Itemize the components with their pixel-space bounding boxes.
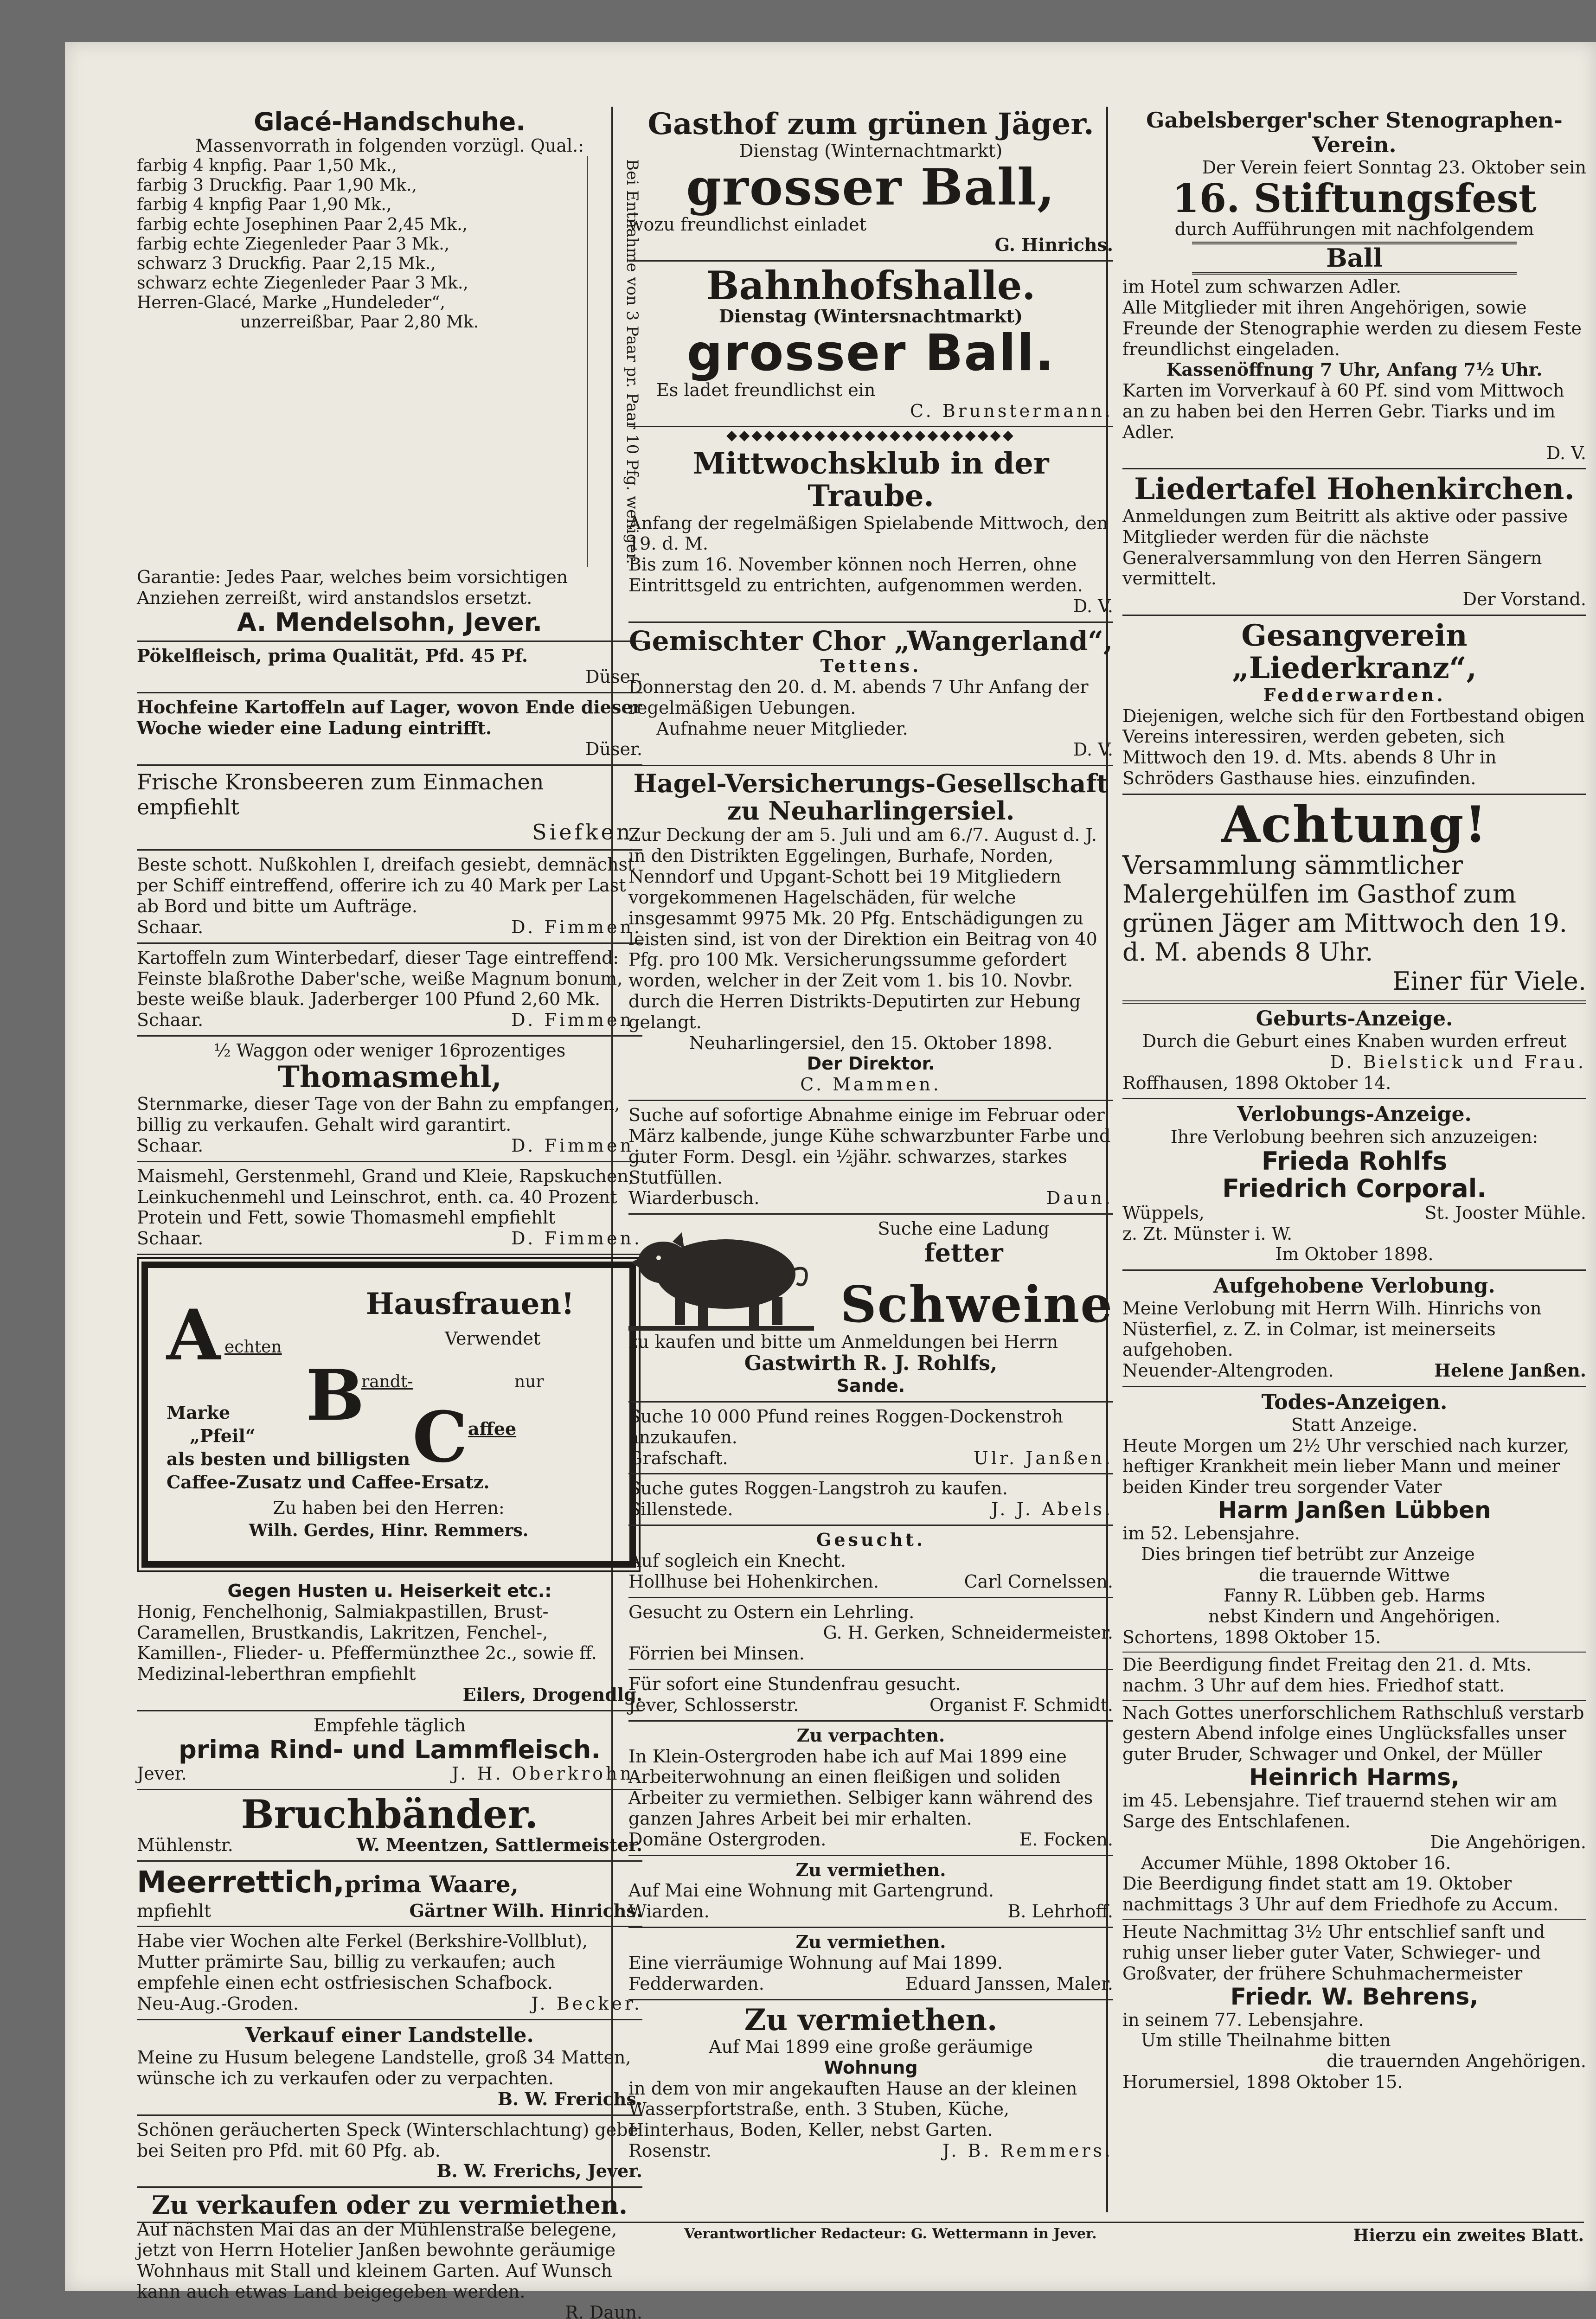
ad-name-1: Frieda Rohlfs [1261, 1146, 1448, 1176]
ad-signature: Ulr. Janßen. [973, 1448, 1113, 1468]
ad-signature: J. H. Oberkrohn. [452, 1763, 642, 1784]
ad-signature: Organist F. Schmidt. [929, 1694, 1113, 1715]
ad-signature: Eduard Janssen, Maler. [905, 1973, 1113, 1994]
ad-title: Glacé-Handschuhe. [254, 107, 526, 136]
price-item: Herren-Glacé, Marke „Hundeleder“, [137, 293, 445, 312]
ad-date: Accumer Mühle, 1898 Oktober 16. [1141, 1852, 1451, 1873]
ad-date: Horumersiel, 1898 Oktober 15. [1122, 2072, 1403, 2093]
second-sheet-note: Hierzu ein zweites Blatt. [1353, 2226, 1584, 2245]
ad-text: Anmeldungen zum Beitritt als aktive oder passive Mitglieder werden für die nächste Generalversammlung von den Herren Sängern vermittelt. [1122, 506, 1568, 589]
firm-name: A. Mendelsohn, Jever. [237, 608, 543, 637]
ad-title: Gemischter Chor „Wangerland“, [629, 625, 1113, 657]
word-verwendet: Verwendet [445, 1328, 541, 1349]
ad-title: Gesucht. [816, 1529, 926, 1550]
ad-lehrling [628, 1598, 1113, 1670]
deceased-name-2: Heinrich Harms, [1249, 1764, 1460, 1791]
ad-title-2: prima Waare, [344, 1871, 519, 1898]
ad-stundenfrau [628, 1670, 1113, 1722]
ad-title-1: fetter [924, 1238, 1003, 1268]
ad-place: Grafschaft. [628, 1448, 728, 1468]
ad-pre: Ihre Verlobung beehren sich anzuzeigen: [1170, 1127, 1538, 1147]
ad-title: Geburts-Anzeige. [1256, 1007, 1453, 1031]
word-pfeil: „Pfeil“ [190, 1425, 256, 1446]
ad-nusskohlen [137, 851, 642, 943]
ad-text: in dem von mir angekauften Hause an der kleinen Wasserpfortstraße, enth. 3 Stuben, Küche, Hinterhaus, Boden, Keller, nebst Garten. [628, 2078, 1077, 2140]
ad-text: Gesucht zu Ostern ein Lehrling. [628, 1602, 915, 1622]
ad-title: Bahnhofshalle. [706, 263, 1036, 309]
ad-text: Meine zu Husum belegene Landstelle, groß 34 Matten, wünsche ich zu verkaufen oder zu verpachten. [137, 2047, 631, 2089]
ad-kartoffeln-winter [137, 944, 642, 1037]
ad-place: Schaar. [137, 1010, 204, 1031]
ad-text: im 45. Lebensjahre. Tief trauernd stehen wir am Sarge des Entschlafenen. [1122, 1790, 1558, 1832]
ad-gesucht-knecht [628, 1526, 1113, 1598]
price-items [137, 156, 582, 567]
price-item: schwarz 3 Druckfig. Paar 2,15 Mk., [137, 254, 436, 273]
ad-signature: Der Vorstand. [1462, 589, 1586, 610]
ad-title: Zu verkaufen oder zu vermiethen. [152, 2190, 628, 2220]
ad-meerrettich [137, 1862, 642, 1927]
ad-names: D. Bielstick und Frau. [1330, 1051, 1586, 1072]
ad-signature: E. Focken. [1019, 1829, 1113, 1850]
ad-text: Dies bringen tief betrübt zur Anzeige [1141, 1544, 1475, 1564]
ad-title: Aufgehobene Verlobung. [1213, 1274, 1495, 1298]
page-footer [137, 2222, 1584, 2245]
ad-text: Kartoffeln zum Winterbedarf, dieser Tage eintreffend: Feinste blaßrothe Daber'sche, weiße Magnum bonum, beste weiße blauk. Jaderberger 100 Pfund 2,60 Mk. [137, 947, 623, 1010]
ad-signature: B. W. Frerichs. [497, 2088, 642, 2109]
ad-date: Neuharlingersiel, den 15. Oktober 1898. [689, 1032, 1053, 1053]
ad-pre: Der Verein feiert Sonntag 23. Oktober sein [1202, 157, 1586, 178]
ad-text: die trauernden Angehörigen. [1327, 2051, 1586, 2072]
column-left [137, 104, 642, 2319]
column-middle [628, 104, 1113, 2210]
ad-name-2: Friedrich Corporal. [1222, 1174, 1487, 1204]
ad-vermiethen-wohnung [628, 2000, 1113, 2166]
ad-text-2: Aufnahme neuer Mitglieder. [656, 718, 908, 739]
ad-pre: mpfiehlt [137, 1900, 212, 1921]
ad-place-2: St. Jooster Mühle. [1424, 1202, 1586, 1223]
ad-glace-handschuhe [137, 104, 642, 642]
ad-place: Sillenstede. [628, 1499, 733, 1520]
ad-title: Gabelsberger'scher Stenographen-Verein. [1146, 108, 1563, 157]
line-zu-haben: Zu haben bei den Herren: [273, 1498, 505, 1518]
ad-text: nebst Kindern und Angehörigen. [1208, 1606, 1500, 1627]
ad-kartoffeln-lager [137, 693, 642, 765]
word-brandt: randt- [361, 1372, 413, 1391]
ad-sub-2: Wohnung [824, 2057, 918, 2078]
ad-chor-wangerland [628, 623, 1113, 766]
ad-text: Versammlung sämmtlicher Malergehülfen im Gasthof zum grünen Jäger am Mittwoch den 19. d. M. abends 8 Uhr. [1122, 851, 1567, 967]
ad-title: Todes-Anzeigen. [1261, 1390, 1448, 1415]
ad-sub: Dienstag (Wintersnachtmarkt) [718, 306, 1023, 327]
ad-title: Mittwochsklub in der Traube. [692, 446, 1049, 514]
ad-ball: Ball [1192, 242, 1517, 275]
ad-place: Schaar. [137, 1135, 204, 1156]
ad-signature: Daun. [1046, 1188, 1113, 1209]
ad-title: Achtung! [1221, 795, 1487, 854]
ad-title: Gesangverein „Liederkranz“, [1232, 618, 1477, 686]
ad-title: prima Rind- und Lammfleisch. [179, 1735, 601, 1764]
ad-langstroh [628, 1474, 1113, 1526]
ad-text: Auf nächsten Mai das an der Mühlenstraße belegene, jetzt von Herrn Hotelier Janßen bewohnte geräumige Wohnhaus mit Stall und kleinem Garten. Auf Wunsch kann auch etwas Land beigegeben werden. [137, 2219, 617, 2302]
ad-text: Anfang der regelmäßigen Spielabende Mittwoch, den 19. d. M. [628, 512, 1108, 554]
deceased-name-1: Harm Janßen Lübben [1218, 1496, 1491, 1524]
ad-text: Fanny R. Lübben geb. Harms [1224, 1585, 1485, 1606]
ad-signature: D. Fimmen. [511, 916, 642, 937]
ad-signature: Düser. [585, 666, 642, 687]
ad-aufgehobene-verlobung [1122, 1271, 1586, 1387]
ad-hagel-versicherung [628, 766, 1113, 1102]
ad-text: im 52. Lebensjahre. [1122, 1523, 1300, 1544]
ad-title-2: Schweine [840, 1275, 1113, 1334]
price-item: farbig echte Ziegenleder Paar 3 Mk., [137, 234, 450, 254]
ad-sub: Dienstag (Winternachtmarkt) [739, 141, 1003, 161]
ad-sub: Auf Mai 1899 eine große geräumige [709, 2037, 1033, 2057]
ad-text: Suche auf sofortige Abnahme einige im Februar oder März kalbende, junge Kühe schwarzbunter Farbe und guter Form. Desgl. ein ½jähr. schwarzes, starkes Stutfüllen. [628, 1105, 1111, 1188]
ad-place: Domäne Ostergroden. [628, 1829, 827, 1850]
ad-text: Die Beerdigung findet Freitag den 21. d. Mts. nachm. 3 Uhr auf dem hies. Friedhof statt. [1122, 1652, 1586, 1696]
word-caffee: affee [468, 1418, 517, 1439]
ad-title: Gegen Husten u. Heiserkeit etc.: [227, 1581, 552, 1601]
ad-text: Frische Kronsbeeren zum Einmachen empfiehlt [137, 769, 544, 820]
ad-title: Verlobungs-Anzeige. [1237, 1102, 1472, 1127]
ad-signature: Einer für Viele. [1392, 966, 1586, 996]
ad-title: Zu vermiethen. [795, 1931, 946, 1953]
ad-signature: G. H. Gerken, Schneidermeister. [823, 1622, 1113, 1643]
ad-text: Schönen geräucherten Speck (Winterschlachtung) gebe bei Seiten pro Pfd. mit 60 Pfg. ab. [137, 2119, 638, 2161]
ad-signature: B. Lehrhoff. [1007, 1901, 1113, 1922]
editor-line: Verantwortlicher Redacteur: G. Wettermann in Jever. [684, 2226, 1097, 2242]
ad-text: Habe vier Wochen alte Ferkel (Berkshire-Vollblut), Mutter prämirte Sau, billig zu verkaufen; auch empfehle einen echt ostfriesischen Schafbock. [137, 1931, 588, 1993]
ad-title: Thomasmehl, [277, 1059, 502, 1095]
ad-text: In Klein-Ostergroden habe ich auf Mai 1899 eine Arbeiterwohnung an einen fleißigen und soliden Arbeiter zu vermiethen. Selbiger kann während des ganzen Jahres Arbeit bei mir erhalten. [628, 1746, 1093, 1829]
ad-signature: D. V. [1073, 739, 1113, 760]
ad-text: Heute Morgen um 2½ Uhr verschied nach kurzer, heftiger Krankheit mein lieber Mann und meiner beiden Kinder treu sorgender Vater [1122, 1435, 1570, 1498]
ad-sub: durch Aufführungen mit nachfolgendem [1174, 218, 1534, 239]
ad-text: Pökelfleisch, prima Qualität, Pfd. 45 Pf. [137, 645, 528, 666]
ad-text: Auf sogleich ein Knecht. [628, 1550, 846, 1571]
ad-firm: Gastwirth R. J. Rohlfs, [744, 1352, 998, 1376]
ad-text: Diejenigen, welche sich für den Fortbestand obigen Vereins interessiren, werden gebeten, sich Mittwoch den 19. d. Mts. abends 8 Uhr in Schröders Gasthause hies. einzufinden. [1122, 705, 1585, 789]
ad-text: Beste schott. Nußkohlen I, dreifach gesiebt, demnächst per Schiff eintreffend, offerire ich zu 40 Mark per Last ab Bord und bitte um Aufträge. [137, 854, 635, 917]
ad-liedertafel [1122, 469, 1586, 616]
ad-thomasmehl [137, 1037, 642, 1162]
ad-place: Wiarderbusch. [628, 1188, 760, 1209]
ad-text: Nach Gottes unerforschlichem Rathschluß verstarb gestern Abend infolge eines Unglücksfalles unser guter Bruder, Schwager und Onkel, der Müller [1122, 1700, 1586, 1765]
ad-text: Maismehl, Gerstenmehl, Grand und Kleie, Rapskuchen, Leinkuchenmehl und Leinschrot, enth. ca. 40 Prozent Protein und Fett, sowie Thomasmehl empfiehlt [137, 1166, 635, 1228]
ad-text: in seinem 77. Lebensjahre. [1122, 2009, 1364, 2030]
ad-place: Fedderwarden. [628, 1973, 764, 1994]
deceased-name-3: Friedr. W. Behrens, [1230, 1983, 1479, 2010]
ad-place: Neuender-Altengroden. [1122, 1360, 1334, 1381]
ad-fest: 16. Stiftungsfest [1172, 175, 1537, 221]
ad-signature: D. V. [1546, 442, 1586, 463]
ad-title: Zu verpachten. [796, 1724, 945, 1746]
ad-vermiethen-wiarden [628, 1856, 1113, 1928]
ad-place: Jever, Schlosserstr. [628, 1694, 799, 1715]
ad-date: Roffhausen, 1898 Oktober 14. [1122, 1072, 1391, 1093]
ad-pre: ½ Waggon oder weniger 16prozentiges [213, 1040, 566, 1061]
ad-verkaufen-vermiethen [137, 2188, 642, 2319]
ad-stenographen-verein [1122, 104, 1586, 469]
ad-place: Jever. [137, 1763, 187, 1784]
ad-title: Meerrettich, [137, 1865, 345, 1900]
ad-text: Für sofort eine Stundenfrau gesucht. [628, 1674, 961, 1695]
ad-date: Im Oktober 1898. [1275, 1244, 1434, 1265]
ad-zu-verpachten [628, 1722, 1113, 1856]
column-right [1122, 104, 1586, 2210]
guarantee-text: Garantie: Jedes Paar, welches beim vorsichtigen Anziehen zerreißt, wird anstandslos ersetzt. [137, 567, 568, 609]
ad-signature: C. Brunstermann. [910, 400, 1113, 421]
ad-place: Neu-Aug.-Groden. [137, 1993, 299, 2014]
price-item: schwarz echte Ziegenleder Paar 3 Mk., [137, 273, 468, 293]
ad-text: die trauernde Wittwe [1259, 1564, 1450, 1585]
ad-gasthof-jaeger [628, 104, 1113, 262]
ad-invite: Es ladet freundlichst ein [656, 379, 876, 400]
divider-ornament: ◆◆◆◆◆◆◆◆◆◆◆◆◆◆◆◆◆◆◆◆◆◆◆ [726, 427, 1015, 444]
ad-signature: D. Fimmen. [511, 1228, 642, 1249]
ad-abc-caffee [141, 1262, 636, 1568]
ad-signature: W. Meentzen, Sattlermeister. [356, 1834, 642, 1856]
ad-liederkranz [1122, 616, 1586, 795]
side-note: Bei Entnahme von 3 Paar pr. Paar 10 Pfg. weniger. [587, 156, 642, 567]
ad-text: zu kaufen und bitte um Anmeldungen bei Herrn [628, 1331, 1058, 1352]
ad-signature: Düser. [585, 738, 642, 759]
ad-text: Die Beerdigung findet statt am 19. Oktober nachmittags 3 Uhr auf dem Friedhofe zu Accum. [1122, 1873, 1559, 1915]
ad-text: Meine Verlobung mit Herrn Wilh. Hinrichs von Nüsterfiel, z. Z. in Colmar, ist meinerseits aufgehoben. [1122, 1298, 1542, 1360]
ad-fleisch [137, 1711, 642, 1790]
ad-text-2: Alle Mitglieder mit ihren Angehörigen, sowie Freunde der Stenographie werden zu diesem Feste freundlichst eingeladen. [1122, 297, 1582, 359]
ad-title: Liedertafel Hohenkirchen. [1134, 472, 1575, 507]
ad-verlobung [1122, 1099, 1586, 1271]
ad-signature: D. Fimmen. [511, 1010, 642, 1031]
ad-mittwochsklub [628, 444, 1113, 623]
ad-dockenstroh [628, 1403, 1113, 1474]
ad-fette-schweine [628, 1215, 1113, 1403]
ad-husten [137, 1577, 642, 1711]
ad-title: Gasthof zum grünen Jäger. [647, 107, 1094, 141]
ad-speck [137, 2116, 642, 2188]
ad-signature: Helene Janßen. [1434, 1360, 1586, 1381]
line-zusatz: Caffee-Zusatz und Caffee-Ersatz. [167, 1472, 490, 1493]
ad-text: Eine vierräumige Wohnung auf Mai 1899. [628, 1952, 1003, 1973]
ad-text: Suche 10 000 Pfund reines Roggen-Dockenstroh anzukaufen. [628, 1406, 1064, 1448]
ad-title: Verkauf einer Landstelle. [245, 2023, 534, 2047]
big-letter-a: A [167, 1294, 221, 1376]
ad-text: Auf Mai eine Wohnung mit Gartengrund. [628, 1880, 994, 1901]
ad-text: Zur Deckung der am 5. Juli und am 6./7. August d. J. in den Distrikten Eggelingen, Burhafe, Norden, Nenndorf und Upgant-Schott bei 19 Mitgliedern vorgekommenen Hagelschäden, für welche insgesammt 9975 Mk. 20 Pfg. Entschädigungen zu leisten sind, ist von der Direktion ein Beitrag von 40 Pfg. pro 100 Mk. Versicherungssumme gefordert worden, welcher in der Zeit vom 1. bis 10. Novbr. durch die Herren Distrikts-Deputirten zur Hebung gelangt. [628, 825, 1097, 1032]
ad-signature: Eilers, Drogendlg. [462, 1684, 642, 1705]
ad-text: Suche gutes Roggen-Langstroh zu kaufen. [628, 1478, 1008, 1499]
price-item: farbig 4 knpfig Paar 1,90 Mk., [137, 195, 392, 215]
ad-signature: D. Fimmen. [511, 1135, 642, 1156]
pig-illustration [628, 1218, 814, 1334]
ad-signature: J. J. Abels. [991, 1499, 1113, 1520]
ad-bahnhofshalle [628, 262, 1113, 427]
ad-place: Mühlenstr. [137, 1835, 233, 1856]
ad-title: Bruchbänder. [241, 1791, 538, 1838]
ad-place: Fedderwarden. [1263, 684, 1446, 705]
price-item: farbig 3 Druckfig. Paar 1,90 Mk., [137, 176, 417, 195]
ad-title: Zu vermiethen. [744, 2002, 998, 2037]
ad-text: Hochfeine Kartoffeln auf Lager, wovon Ende dieser Woche wieder eine Ladung eintrifft. [137, 697, 642, 738]
ad-ball: grosser Ball. [686, 324, 1055, 383]
ad-text: Um stille Theilnahme bitten [1141, 2030, 1391, 2051]
ad-maismehl [137, 1162, 642, 1255]
ad-signature: Gärtner Wilh. Hinrichs. [409, 1900, 642, 1921]
ad-place: Wiarden. [628, 1901, 710, 1922]
ad-kronsbeeren [137, 766, 642, 851]
ad-pre: Statt Anzeige. [1291, 1414, 1418, 1435]
ad-date: Schortens, 1898 Oktober 15. [1122, 1627, 1381, 1648]
ad-text: Donnerstag den 20. d. M. abends 7 Uhr Anfang der regelmäßigen Uebungen. [628, 677, 1089, 718]
ad-bruchbaender [137, 1790, 642, 1862]
word-marke: Marke [167, 1402, 231, 1423]
ad-place-1: Wüppels, [1122, 1202, 1205, 1223]
ad-pre: Empfehle täglich [313, 1715, 466, 1736]
ad-signature: C. Mammen. [800, 1074, 942, 1095]
ad-title: Hagel-Versicherungs-Gesellschaft zu Neuharlingersiel. [633, 768, 1109, 826]
ad-signature: G. Hinrichs. [994, 234, 1113, 256]
ad-intro: Massenvorrath in folgenden vorzügl. Qual.: [195, 135, 584, 156]
ad-title: Zu vermiethen. [795, 1859, 946, 1880]
ad-text: im Hotel zum schwarzen Adler. [1122, 276, 1402, 297]
ad-place: Tettens. [820, 655, 922, 677]
big-letter-b: B [306, 1355, 365, 1436]
line-haendler: Wilh. Gerdes, Hinr. Remmers. [249, 1521, 529, 1540]
ad-landstelle [137, 2020, 642, 2116]
line-besten: als besten und billigsten [167, 1448, 410, 1469]
ad-invite: wozu freundlichst einladet [628, 214, 866, 235]
ad-kuehe [628, 1101, 1113, 1215]
ad-place: Förrien bei Minsen. [628, 1643, 805, 1664]
ad-signature: B. W. Frerichs, Jever. [436, 2160, 642, 2182]
ad-text: Die Angehörigen. [1430, 1832, 1586, 1852]
ad-text: Sternmarke, dieser Tage von der Bahn zu empfangen, billig zu verkaufen. Gehalt wird garantirt. [137, 1094, 620, 1135]
ad-ball: grosser Ball, [686, 158, 1056, 217]
ad-text-4: Karten im Vorverkauf à 60 Pf. sind vom Mittwoch an zu haben bei den Herren Gebr. Tiarks und im Adler. [1122, 380, 1564, 442]
ad-poekelfleisch [137, 642, 642, 693]
price-item: farbig echte Josephinen Paar 2,45 Mk., [137, 215, 468, 234]
ad-place: Schaar. [137, 916, 204, 937]
ad-signature: Siefken. [532, 820, 642, 845]
ad-signature: Carl Cornelssen. [964, 1571, 1113, 1592]
ad-text: Durch die Geburt eines Knaben wurden erfreut [1142, 1031, 1567, 1051]
price-item: farbig 4 knpfig. Paar 1,50 Mk., [137, 156, 397, 176]
ad-achtung [1122, 795, 1586, 1004]
ad-ferkel [137, 1927, 642, 2020]
ad-text-3: Kassenöffnung 7 Uhr, Anfang 7½ Uhr. [1166, 359, 1543, 380]
ad-signature: R. Daun. [565, 2302, 642, 2319]
ad-text-2: Bis zum 16. November können noch Herren, ohne Eintrittsgeld zu entrichten, aufgenommen werden. [628, 554, 1083, 596]
hausfrauen-heading: Hausfrauen! [366, 1287, 575, 1321]
ad-signature: J. B. Remmers. [942, 2140, 1113, 2161]
ad-text: Honig, Fenchelhonig, Salmiakpastillen, Brust-Caramellen, Brustkandis, Lakritzen, Fenchel-, Kamillen-, Flieder- u. Pfeffermünzthee 2c., sowie ff. Medizinal-leberthran empfiehlt [137, 1601, 597, 1685]
ad-pre: Suche eine Ladung [878, 1218, 1050, 1239]
ad-signature: D. V. [1073, 596, 1113, 616]
big-letter-c: C [412, 1397, 468, 1478]
ad-place: Rosenstr. [628, 2140, 711, 2161]
ad-place-3: z. Zt. Münster i. W. [1122, 1223, 1293, 1244]
ad-geburt [1122, 1004, 1586, 1099]
ad-place: Schaar. [137, 1228, 204, 1249]
newspaper-page [65, 42, 1596, 2319]
ad-role: Der Direktor. [807, 1053, 935, 1074]
ad-text: Heute Nachmittag 3½ Uhr entschlief sanft und ruhig unser lieber guter Vater, Schwieger- und Großvater, der frühere Schuhmachermeister [1122, 1919, 1586, 1984]
ad-place: Sande. [836, 1376, 905, 1397]
ad-todes-anzeigen [1122, 1387, 1586, 2097]
ad-signature: J. Becker. [531, 1993, 642, 2014]
price-item: unzerreißbar, Paar 2,80 Mk. [240, 313, 479, 332]
ad-vermiethen-fedderwarden [628, 1928, 1113, 2000]
ad-place: Hollhuse bei Hohenkirchen. [628, 1571, 879, 1592]
word-echten: echten [224, 1338, 282, 1357]
word-nur: nur [514, 1372, 544, 1391]
price-list [137, 156, 642, 567]
